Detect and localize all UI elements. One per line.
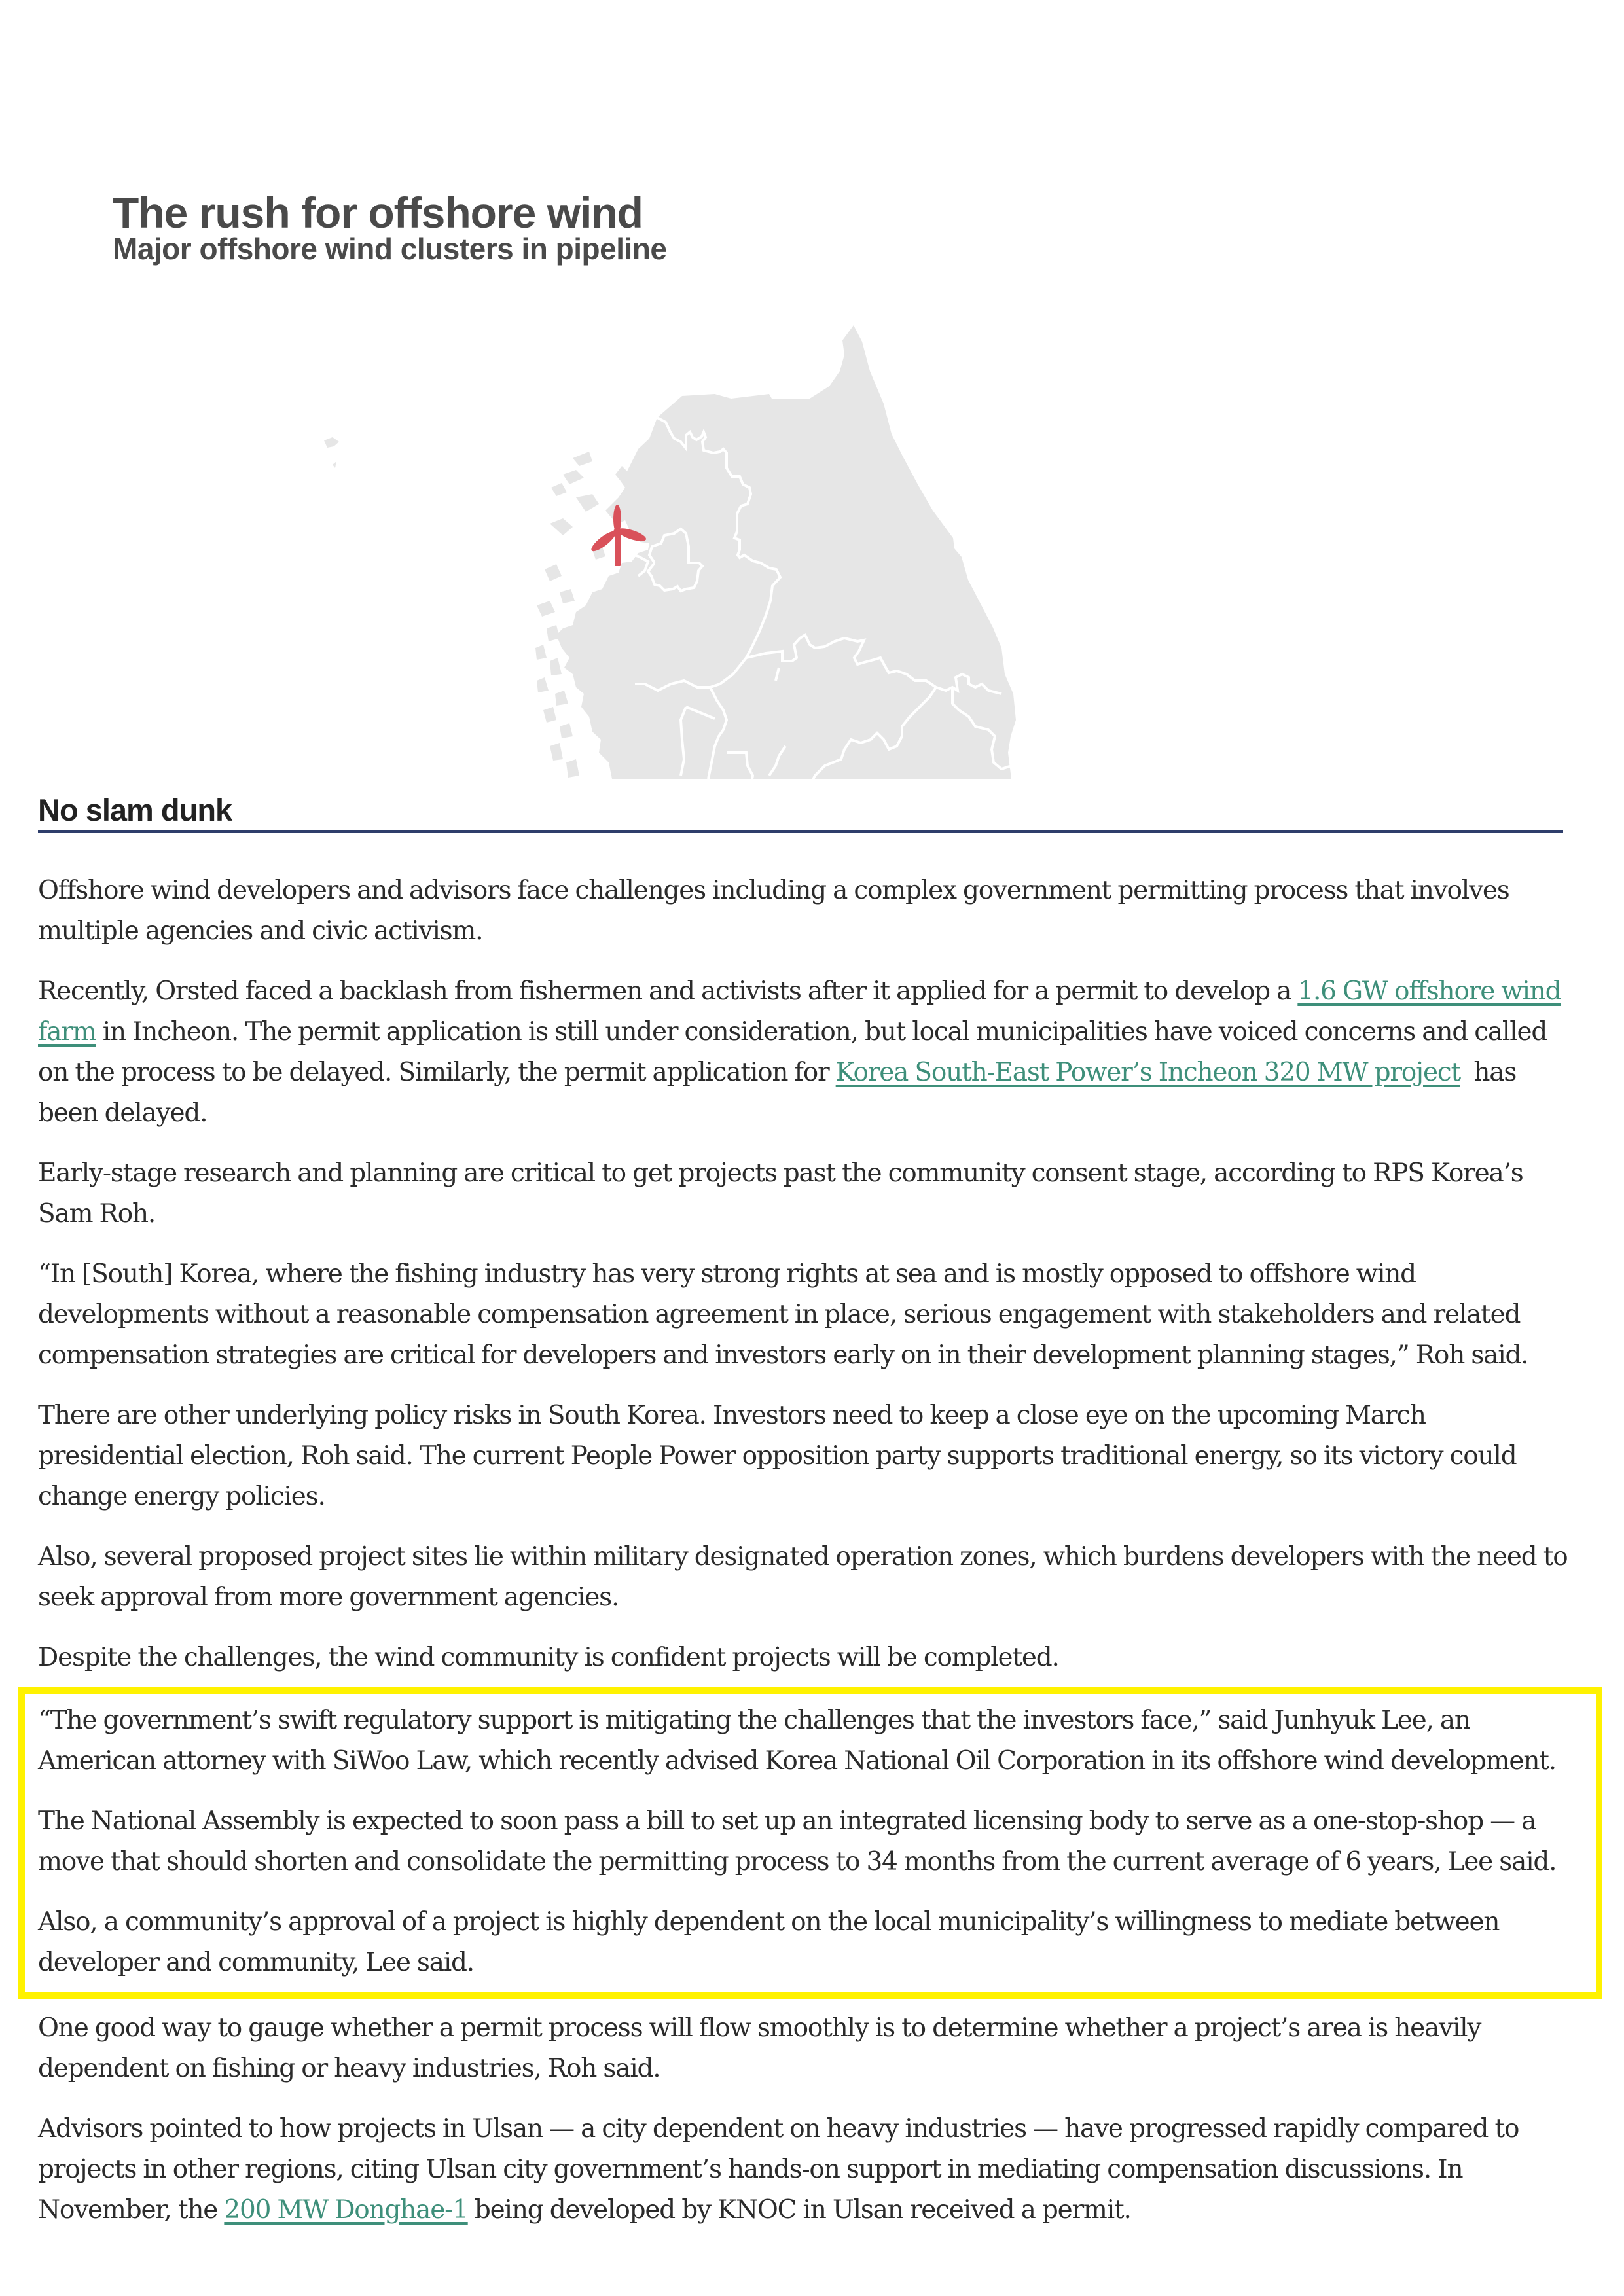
paragraph: One good way to gauge whether a permit process will flow smoothly is to determine whether a project’s area is heavily dependent on fishing or heavy industries, Roh said. <box>38 2013 1481 2083</box>
paragraph <box>38 971 1576 1134</box>
section-divider <box>38 830 1563 833</box>
link-1-6-gw-offshore-wind-farm[interactable]: 1.6 GW offshore wind farm <box>38 977 1561 1047</box>
paragraph-text: Advisors pointed to how projects in Ulsan — a city dependent on heavy industries — have progressed rapidly compared to projects in other regions, citing Ulsan city government’s hands-on support in mediating compensation discussions. In November, the <box>38 2114 1519 2225</box>
highlighted-passage <box>18 1687 1602 1999</box>
paragraph-text: being developed by KNOC in Ulsan received a permit. <box>467 2195 1131 2225</box>
paragraph: Also, a community’s approval of a project is highly dependent on the local municipality’s willingness to mediate between developer and community, Lee said. <box>38 1907 1500 1977</box>
chart-subtitle: Major offshore wind clusters in pipeline <box>113 232 667 266</box>
chart-title: The rush for offshore wind <box>113 188 643 237</box>
paragraph: “The government’s swift regulatory support is mitigating the challenges that the investors face,” said Junhyuk Lee, an American attorney with SiWoo Law, which recently advised Korea National Oil Corporation in its offshore wind development. <box>38 1706 1556 1776</box>
paragraph: The National Assembly is expected to soon pass a bill to set up an integrated licensing body to serve as a one-stop-shop — a move that should shorten and consolidate the permitting process to 34 months from the current average of 6 years, Lee said. <box>38 1806 1557 1876</box>
paragraph-text: Recently, Orsted faced a backlash from fishermen and activists after it applied for a permit to develop a <box>38 977 1298 1006</box>
paragraph: “In [South] Korea, where the fishing industry has very strong rights at sea and is mostly opposed to offshore wind developments without a reasonable compensation agreement in place, serious engagement with stakeholders and related compensation strategies are critical for developers and investors early on in their development planning stages,” Roh said. <box>38 1259 1528 1370</box>
wind-turbine-icon[interactable] <box>589 505 647 566</box>
paragraph-text: has been delayed. <box>38 1058 1523 1128</box>
paragraph: Despite the challenges, the wind community is confident projects will be completed. <box>38 1643 1059 1672</box>
paragraph-text: in Incheon. The permit application is still under consideration, but local municipalities have voiced concerns and called on the process to be delayed. Similarly, the permit application for <box>38 1017 1547 1087</box>
korea-west-coast-islands <box>535 452 994 778</box>
paragraph: Offshore wind developers and advisors face challenges including a complex government permitting process that involves multiple agencies and civic activism. <box>38 876 1509 946</box>
province-borders <box>627 418 1011 782</box>
paragraph: Early-stage research and planning are critical to get projects past the community consent stage, according to RPS Korea’s Sam Roh. <box>38 1158 1523 1229</box>
paragraph: There are other underlying policy risks in South Korea. Investors need to keep a close eye on the upcoming March presidential election, Roh said. The current People Power opposition party supports traditional energy, so its victory could change energy policies. <box>38 1401 1517 1511</box>
korea-landmass <box>556 325 1016 812</box>
paragraph: Also, several proposed project sites lie within military designated operation zones, which burdens developers with the need to seek approval from more government agencies. <box>38 1542 1568 1612</box>
link-korea-south-east-power-project[interactable]: Korea South-East Power’s Incheon 320 MW project <box>835 1058 1460 1087</box>
paragraph <box>38 2109 1576 2231</box>
link-200-mw-donghae-1[interactable]: 200 MW Donghae-1 <box>224 2195 468 2225</box>
distant-island <box>324 437 339 468</box>
article-body <box>38 870 1576 2250</box>
korea-map <box>0 0 1624 851</box>
korea-map-svg <box>0 0 1624 851</box>
section-heading: No slam dunk <box>38 793 232 827</box>
